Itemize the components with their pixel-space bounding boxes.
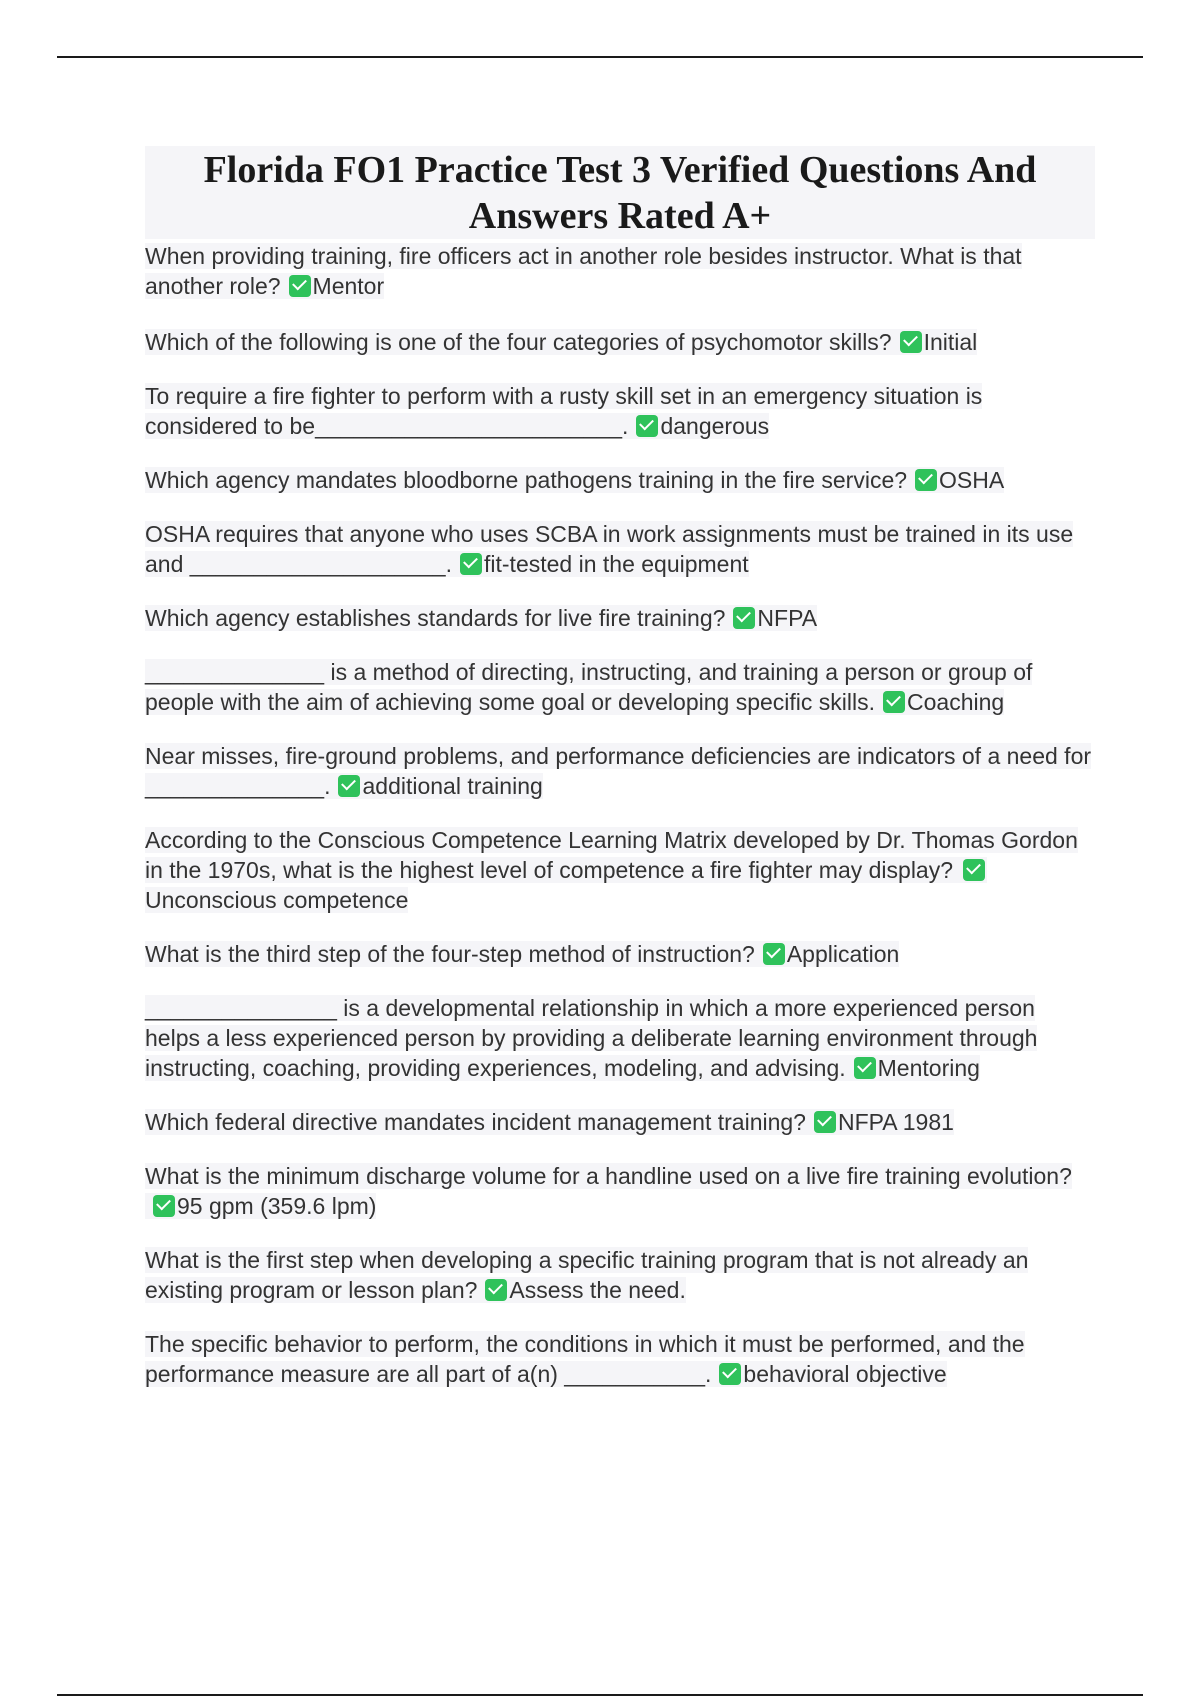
question-text: Which federal directive mandates incident management training? xyxy=(145,1109,806,1135)
question-text: What is the minimum discharge volume for a handline used on a live fire training evolution? xyxy=(145,1163,1072,1189)
qa-item xyxy=(145,1161,1095,1221)
question-text: When providing training, fire officers act in another role besides instructor. What is that another role? xyxy=(145,243,1022,299)
qa-item xyxy=(145,241,1095,301)
question-text: Which agency mandates bloodborne pathogens training in the fire service? xyxy=(145,467,908,493)
question-text: Which of the following is one of the four categories of psychomotor skills? xyxy=(145,329,892,355)
answer-text: Mentoring xyxy=(877,1055,980,1081)
document-body xyxy=(145,146,1095,1389)
question-text: Near misses, fire-ground problems, and performance deficiencies are indicators of a need for ______________. xyxy=(145,743,1092,799)
qa-item xyxy=(145,603,1095,633)
qa-item xyxy=(145,1107,1095,1137)
check-icon xyxy=(814,1111,836,1133)
answer-text: Mentor xyxy=(312,273,385,299)
qa-item xyxy=(145,327,1095,357)
check-icon xyxy=(485,1279,507,1301)
qa-item xyxy=(145,657,1095,717)
check-icon xyxy=(733,607,755,629)
question-text: What is the first step when developing a specific training program that is not already an existing program or lesson plan? xyxy=(145,1247,1029,1303)
qa-item xyxy=(145,741,1095,801)
answer-text: Application xyxy=(786,941,900,967)
question-text: ______________ is a method of directing, instructing, and training a person or group of people with the aim of achieving some goal or developing specific skills. xyxy=(145,659,1033,715)
check-icon xyxy=(900,331,922,353)
answer-text: dangerous xyxy=(660,413,770,439)
bottom-rule xyxy=(57,1694,1143,1696)
top-rule xyxy=(57,56,1143,58)
answer-text: additional training xyxy=(362,773,543,799)
check-icon xyxy=(719,1363,741,1385)
question-text: _______________ is a developmental relationship in which a more experienced person helps a less experienced person by providing a deliberate learning environment through instructing, coaching, providing experiences, modeling, and advising. xyxy=(145,995,1038,1081)
qa-item xyxy=(145,939,1095,969)
check-icon xyxy=(963,859,985,881)
check-icon xyxy=(153,1195,175,1217)
answer-text: Assess the need. xyxy=(509,1277,686,1303)
page-title: Florida FO1 Practice Test 3 Verified Questions And Answers Rated A+ xyxy=(145,146,1095,239)
answer-text: NFPA xyxy=(757,605,818,631)
answer-text: 95 gpm (359.6 lpm) xyxy=(177,1193,377,1219)
qa-item xyxy=(145,465,1095,495)
answer-text: fit-tested in the equipment xyxy=(484,551,749,577)
check-icon xyxy=(763,943,785,965)
answer-text: Unconscious competence xyxy=(145,887,409,913)
check-icon xyxy=(338,775,360,797)
question-text: The specific behavior to perform, the conditions in which it must be performed, and the performance measure are all part of a(n) ___________. xyxy=(145,1331,1025,1387)
qa-item xyxy=(145,519,1095,579)
check-icon xyxy=(915,469,937,491)
answer-text: Initial xyxy=(923,329,978,355)
qa-item xyxy=(145,1329,1095,1389)
check-icon xyxy=(636,415,658,437)
check-icon xyxy=(883,691,905,713)
qa-item xyxy=(145,993,1095,1083)
answer-text: Coaching xyxy=(907,689,1005,715)
qa-item xyxy=(145,1245,1095,1305)
question-text: According to the Conscious Competence Learning Matrix developed by Dr. Thomas Gordon in the 1970s, what is the highest level of competence a fire fighter may display? xyxy=(145,827,1078,883)
check-icon xyxy=(854,1057,876,1079)
question-text: To require a fire fighter to perform with a rusty skill set in an emergency situation is considered to be________________________. xyxy=(145,383,983,439)
answer-text: NFPA 1981 xyxy=(837,1109,954,1135)
qa-item xyxy=(145,825,1095,915)
answer-text: behavioral objective xyxy=(743,1361,947,1387)
check-icon xyxy=(460,553,482,575)
qa-item xyxy=(145,381,1095,441)
question-text: OSHA requires that anyone who uses SCBA in work assignments must be trained in its use and ____________________. xyxy=(145,521,1074,577)
question-text: What is the third step of the four-step method of instruction? xyxy=(145,941,755,967)
check-icon xyxy=(289,275,311,297)
answer-text: OSHA xyxy=(939,467,1005,493)
question-text: Which agency establishes standards for live fire training? xyxy=(145,605,726,631)
